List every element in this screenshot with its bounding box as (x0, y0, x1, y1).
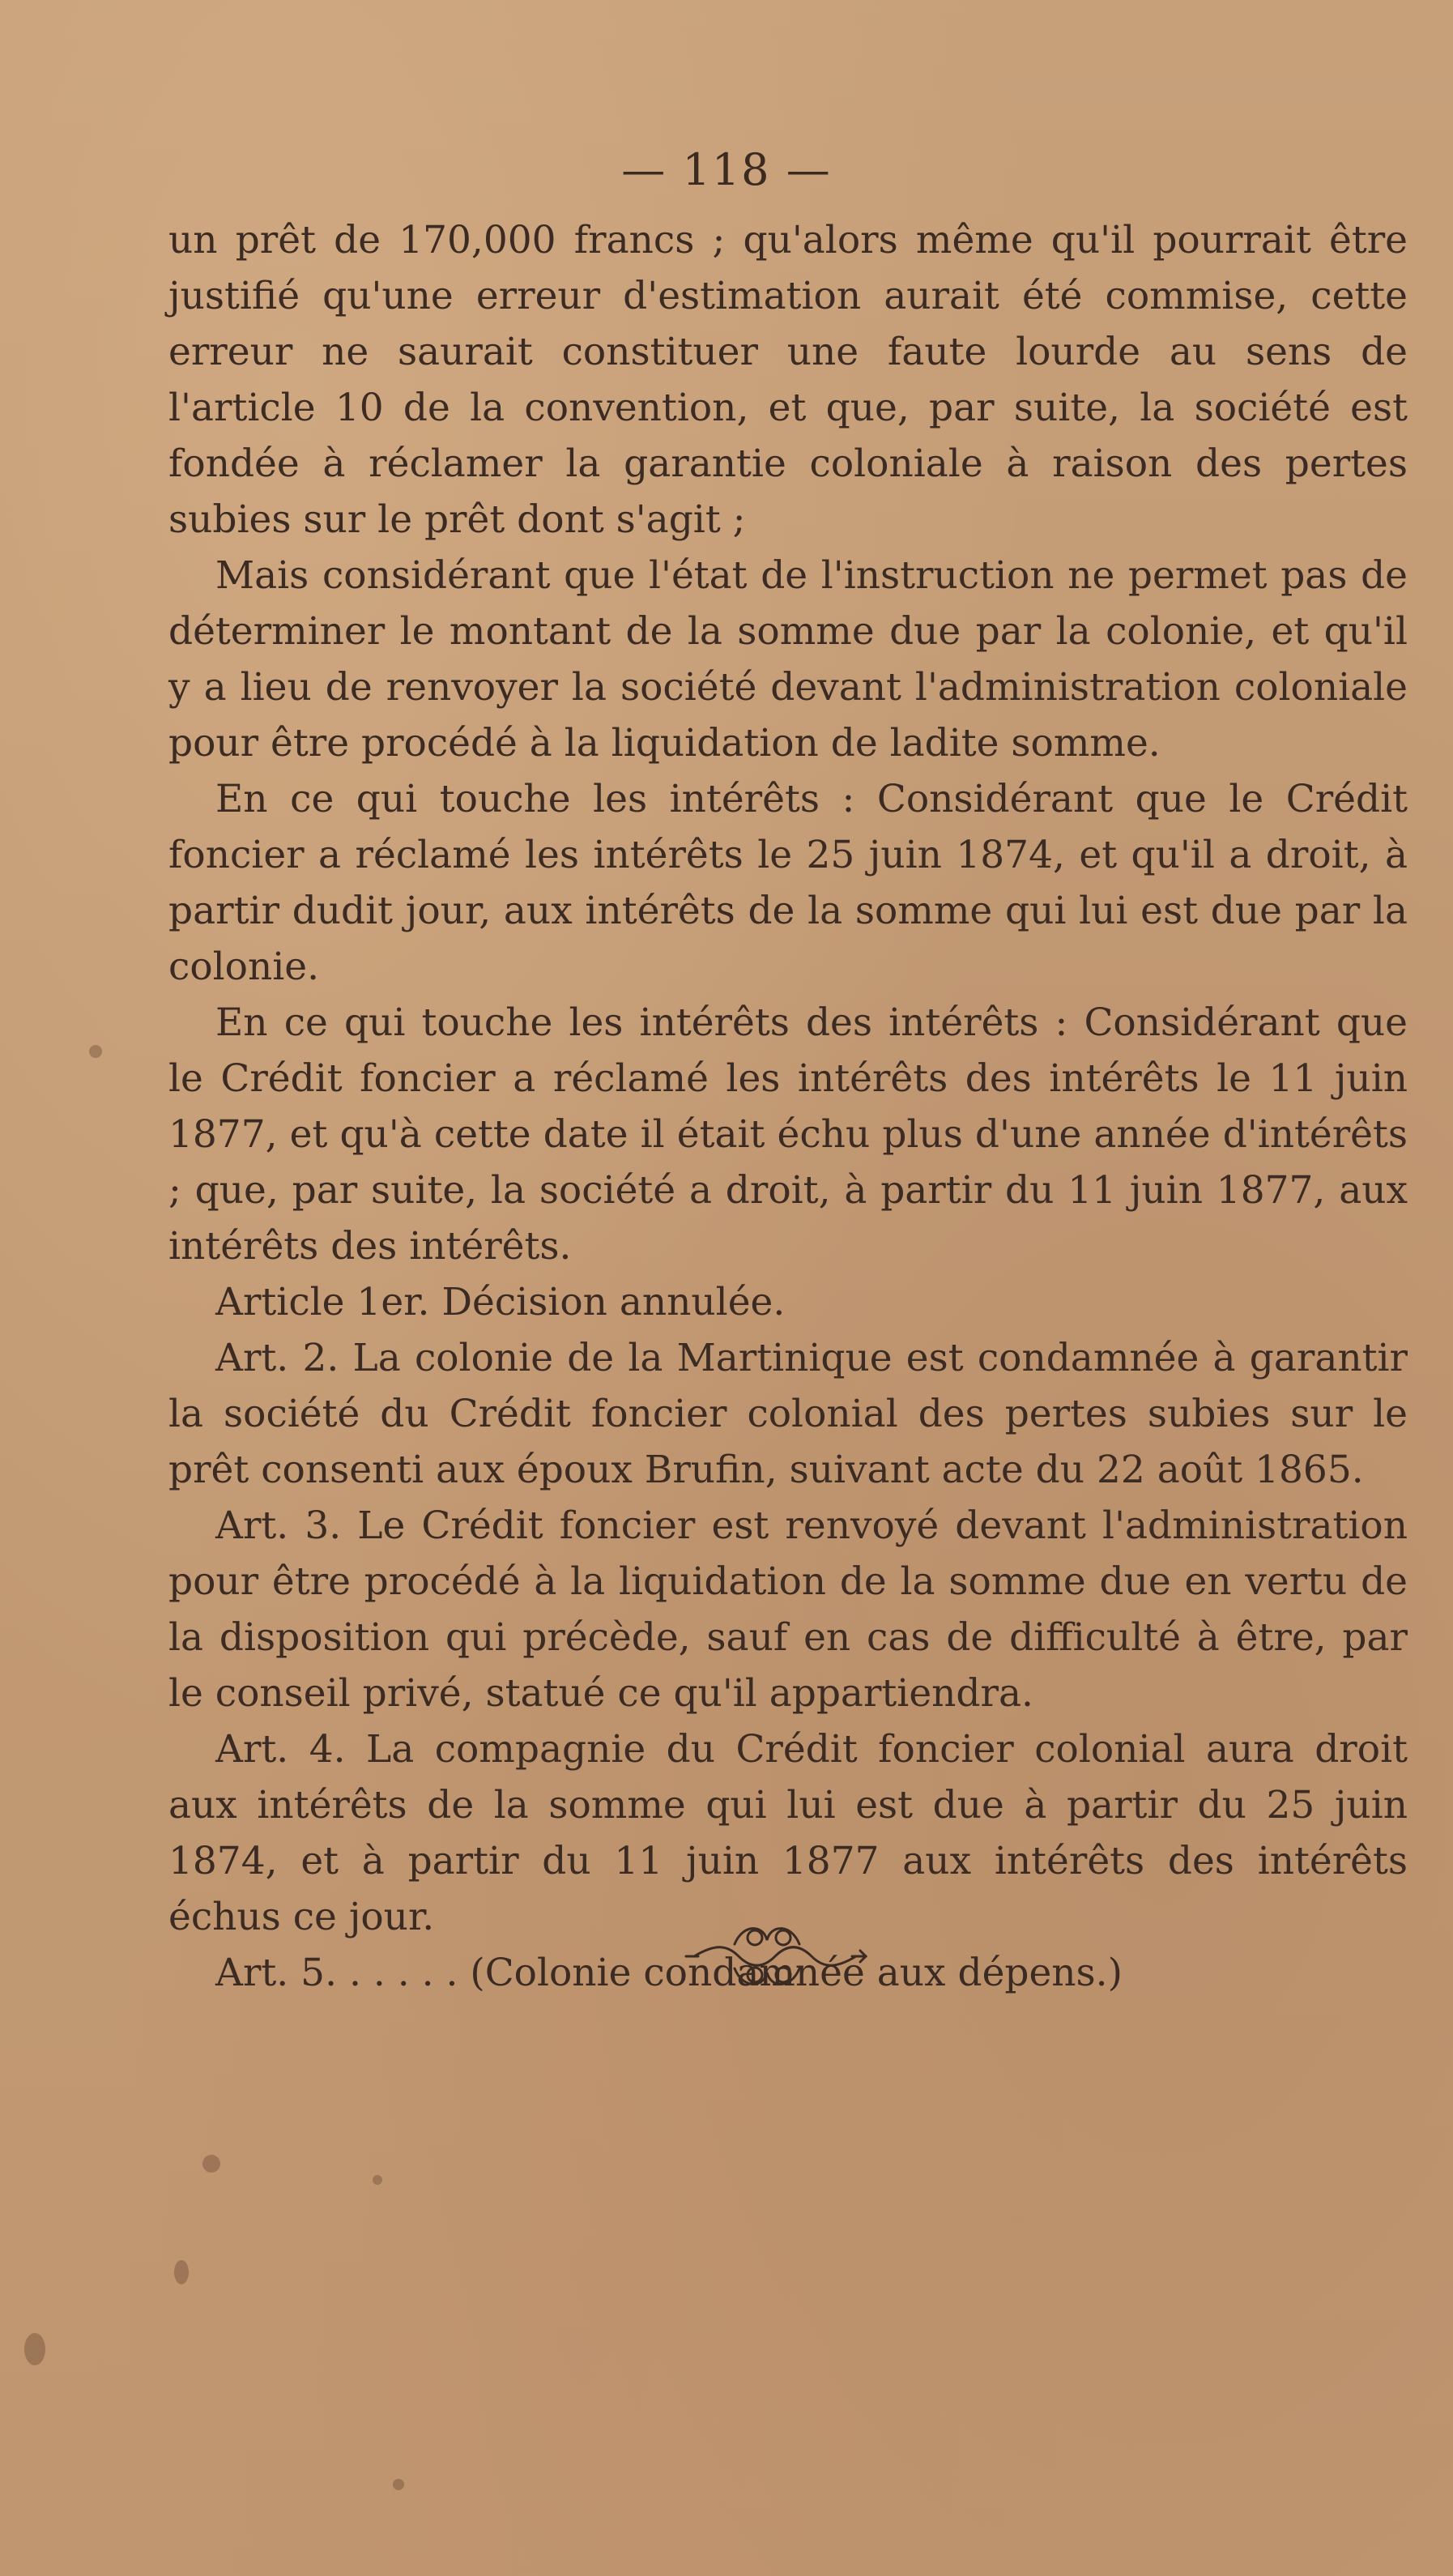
paragraph-article-2: Art. 2. La colonie de la Martinique est condamnée à garantir la société du Crédit foncier colonial des pertes subies sur le prêt consenti aux époux Brufin, suivant acte du 22 août 1865. (168, 1336, 1408, 1492)
paper-speck (393, 2479, 404, 2490)
paragraph-article-5: Art. 5. . . . . . (Colonie condamnée aux dépens.) (215, 1951, 1123, 1995)
paragraph-article-1: Article 1er. Décision annulée. (215, 1280, 786, 1324)
paragraph-interets-des-interets: En ce qui touche les intérêts des intérêts : Considérant que le Crédit foncier a réclamé les intérêts des intérêts le 11 juin 1877, et qu'à cette date il était échu plus d'une année d'intérêts ; que, par suite, la société a droit, à partir du 11 juin 1877, aux intérêts des intérêts. (168, 1000, 1408, 1269)
paragraph-pret: un prêt de 170,000 francs ; qu'alors même qu'il pourrait être justifié qu'une erreur d'estimation aurait été commise, cette erreur ne saurait constituer une faute lourde au sens de l'article 10 de la convention, et que, par suite, la société est fondée à réclamer la garantie coloniale à raison des pertes subies sur le prêt dont s'agit ; (168, 218, 1408, 542)
paper-speck (24, 2333, 45, 2365)
fleuron-ornament-icon (678, 1912, 872, 2001)
paragraph-article-3: Art. 3. Le Crédit foncier est renvoyé devant l'administration pour être procédé à la liquidation de la somme due en vertu de la disposition qui précède, sauf en cas de difficulté à être, par le conseil privé, statué ce qu'il appartiendra. (168, 1503, 1408, 1716)
paper-speck (373, 2175, 382, 2185)
paper-speck (89, 1045, 102, 1058)
paragraph-article-4: Art. 4. La compagnie du Crédit foncier colonial aura droit aux intérêts de la somme qui lui est due à partir du 25 juin 1874, et à partir du 11 juin 1877 aux intérêts des intérêts échus ce jour. (168, 1727, 1408, 1939)
paragraph-interets: En ce qui touche les intérêts : Considérant que le Crédit foncier a réclamé les intérêts le 25 juin 1874, et qu'il a droit, à partir dudit jour, aux intérêts de la somme qui lui est due par la colonie. (168, 777, 1408, 989)
paper-speck (202, 2155, 220, 2173)
paper-speck (174, 2260, 189, 2284)
body-text (168, 212, 1408, 2001)
page-number: — 118 — (621, 144, 832, 195)
paragraph-mais-considerant: Mais considérant que l'état de l'instruction ne permet pas de déterminer le montant de la somme due par la colonie, et qu'il y a lieu de renvoyer la société devant l'administration coloniale pour être procédé à la liquidation de ladite somme. (168, 553, 1408, 766)
